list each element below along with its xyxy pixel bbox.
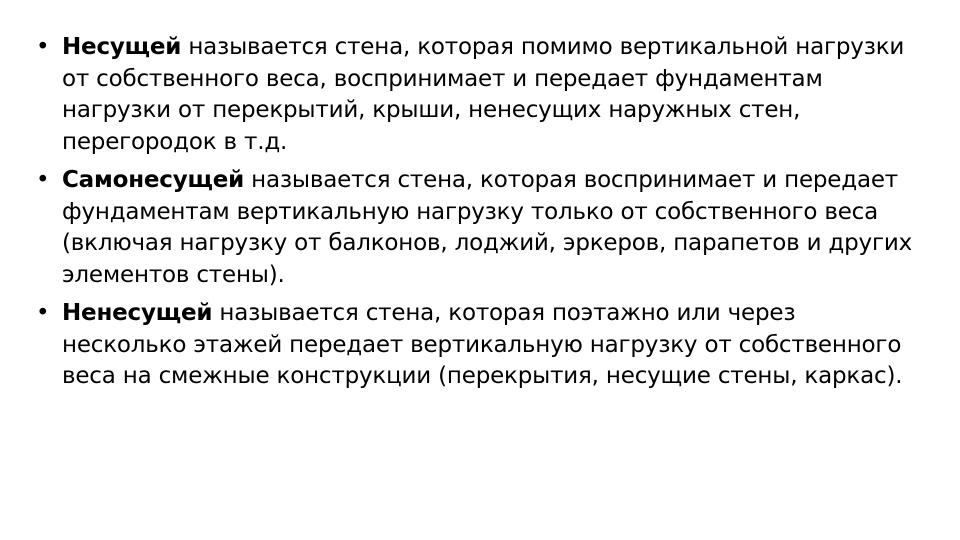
term-self-supporting: Самонесущей bbox=[62, 167, 245, 193]
definition-load-bearing: называется стена, которая помимо вертикальной нагрузки от собственного веса, воспринимает и передает фундаментам нагрузки от перекрытий, крыши, ненесущих наружных стен, перегородок в т.д. bbox=[62, 34, 905, 155]
definition-non-load-bearing: называется стена, которая поэтажно или через несколько этажей передает вертикальную нагрузку от собственного веса на смежные конструкции (перекрытия, несущие стены, каркас). bbox=[62, 300, 903, 389]
term-non-load-bearing: Ненесущей bbox=[62, 300, 213, 326]
bullet-icon: • bbox=[36, 300, 50, 326]
list-item-non-load-bearing-wall bbox=[36, 298, 916, 393]
bullet-icon: • bbox=[36, 34, 50, 60]
list-item-load-bearing-wall bbox=[36, 32, 916, 158]
bullet-icon: • bbox=[36, 167, 50, 193]
list-item-self-supporting-wall bbox=[36, 165, 916, 291]
term-load-bearing: Несущей bbox=[62, 34, 182, 60]
bullet-list bbox=[36, 32, 916, 400]
definition-self-supporting: называется стена, которая воспринимает и передает фундаментам вертикальную нагрузку только от собственного веса (включая нагрузку от балконов, лоджий, эркеров, парапетов и других элементов стены). bbox=[62, 167, 912, 288]
